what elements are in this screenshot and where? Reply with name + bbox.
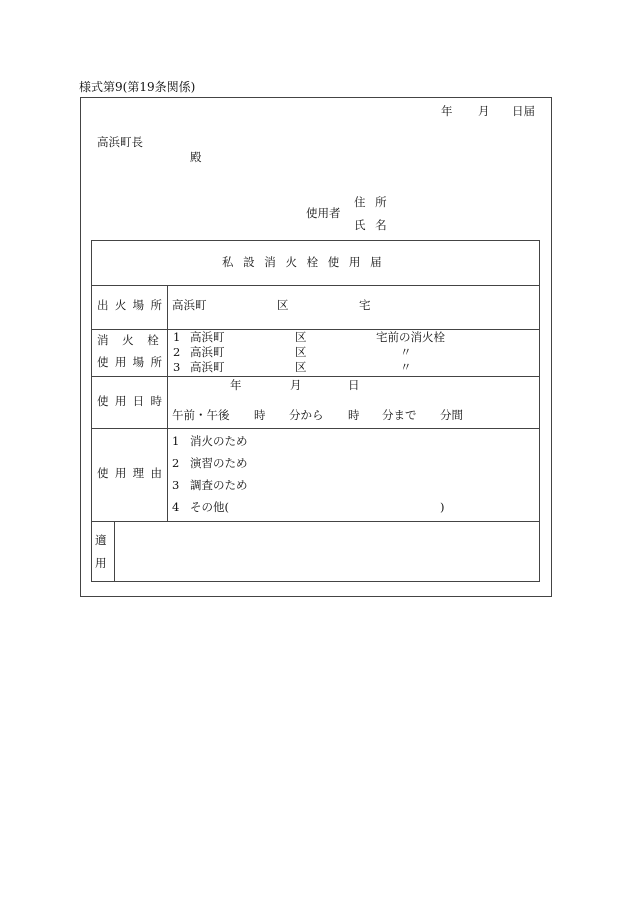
usage-month-label: 月 — [290, 378, 302, 392]
hydrant-entry-1-num: 1 — [173, 330, 181, 344]
usage-year-label: 年 — [230, 378, 242, 392]
fire-location-town: 高浜町 — [172, 298, 207, 312]
usage-minute-to-label: 分まで — [382, 408, 417, 422]
usage-reason-label: 使用理由 — [97, 466, 169, 480]
reason-option-4-close: ) — [440, 500, 445, 514]
hydrant-entry-1-town: 高浜町 — [190, 330, 225, 344]
hydrant-entry-2-ward: 区 — [295, 345, 307, 359]
row-divider — [92, 285, 539, 286]
reason-option-3-text: 調査のため — [190, 478, 248, 492]
hydrant-entry-3-town: 高浜町 — [190, 360, 225, 374]
reason-option-2-num: 2 — [172, 456, 180, 470]
fire-location-house: 宅 — [359, 298, 371, 312]
row-divider — [92, 376, 539, 377]
date-year-label: 年 — [441, 104, 453, 118]
row-divider — [92, 428, 539, 429]
applicant-address-label: 住 所 — [354, 195, 387, 209]
form-title: 私 設 消 火 栓 使 用 届 — [222, 255, 382, 269]
row-divider — [92, 521, 539, 522]
usage-duration-label: 分間 — [440, 408, 463, 422]
hydrant-entry-2-note: 〃 — [400, 345, 412, 359]
reason-option-1-text: 消火のため — [190, 434, 248, 448]
usage-ampm-label: 午前・午後 — [172, 408, 230, 422]
hydrant-label-line1: 消 火 栓 — [97, 333, 159, 347]
applicant-name-label: 氏 名 — [354, 218, 387, 232]
addressee-title: 高浜町長 — [97, 135, 143, 149]
hydrant-entry-3-num: 3 — [173, 360, 181, 374]
usage-hour-from-label: 時 — [254, 408, 266, 422]
reason-option-1-num: 1 — [172, 434, 180, 448]
reason-option-2-text: 演習のため — [190, 456, 248, 470]
remarks-label-line2: 用 — [95, 556, 107, 570]
hydrant-entry-3-note: 〃 — [400, 360, 412, 374]
usage-day-label: 日 — [348, 378, 360, 392]
addressee-honorific: 殿 — [190, 150, 202, 164]
hydrant-entry-3-ward: 区 — [295, 360, 307, 374]
applicant-label: 使用者 — [306, 206, 341, 220]
reason-option-4-num: 4 — [172, 500, 180, 514]
remarks-label-line1: 適 — [95, 533, 107, 547]
reason-option-4-text: その他( — [190, 500, 229, 514]
column-divider — [114, 521, 115, 582]
reason-option-3-num: 3 — [172, 478, 180, 492]
hydrant-entry-2-num: 2 — [173, 345, 181, 359]
date-day-label: 日届 — [512, 104, 535, 118]
hydrant-entry-1-ward: 区 — [295, 330, 307, 344]
hydrant-entry-2-town: 高浜町 — [190, 345, 225, 359]
date-month-label: 月 — [478, 104, 490, 118]
row-divider — [92, 329, 539, 330]
fire-location-ward: 区 — [277, 298, 289, 312]
usage-datetime-label: 使用日時 — [97, 394, 169, 408]
hydrant-label-line2: 使用場所 — [97, 355, 169, 369]
usage-minute-from-label: 分から — [289, 408, 324, 422]
hydrant-entry-1-note: 宅前の消火栓 — [376, 330, 445, 344]
form-number: 様式第9(第19条関係) — [79, 80, 196, 94]
usage-hour-to-label: 時 — [348, 408, 360, 422]
fire-location-label: 出火場所 — [97, 298, 169, 312]
